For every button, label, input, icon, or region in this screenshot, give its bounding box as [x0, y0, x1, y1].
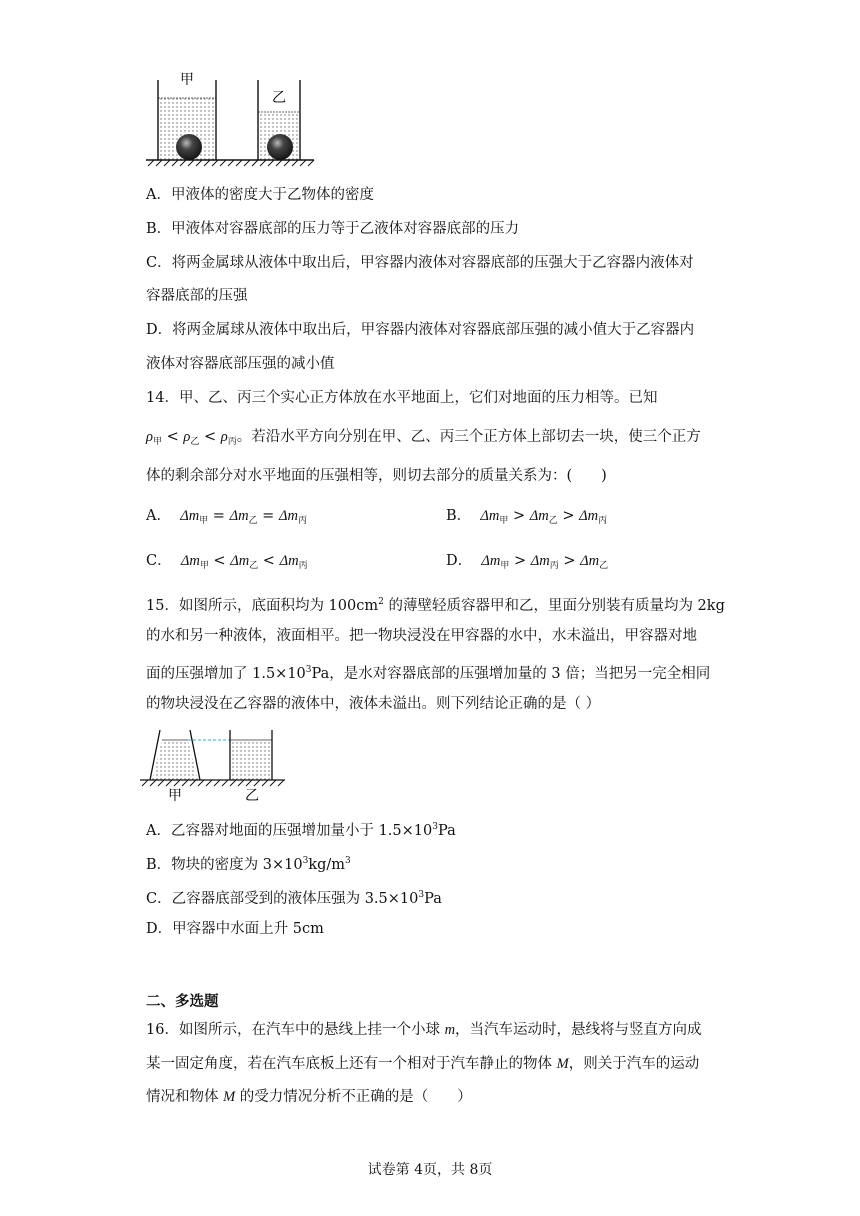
- q14-stem-line2: [146, 427, 701, 452]
- option-label: A．: [146, 508, 171, 524]
- sub-bing: 丙: [549, 561, 559, 571]
- q14-stem-line3: 体的剩余部分对水平地面的压强相等，则切去部分的质量关系为：( ): [146, 468, 607, 484]
- text: Pa: [437, 823, 456, 839]
- text: 面的压强增加了 1.5×10: [146, 666, 306, 682]
- var-m: m: [444, 1022, 456, 1038]
- q14-option-a: [146, 506, 307, 531]
- fig2-label-yi: 乙: [245, 788, 259, 804]
- q13-option-b: B．甲液体对容器底部的压力等于乙液体对容器底部的压力: [146, 221, 520, 237]
- q16-stem-line1: [146, 1020, 702, 1040]
- sub-jia: 甲: [199, 516, 209, 526]
- text: Pa: [424, 891, 442, 907]
- sub-yi: 乙: [249, 561, 259, 571]
- text: 16．如图所示，在汽车中的悬线上挂一个小球: [146, 1022, 445, 1038]
- text: Pa，是水对容器底部的压强增加量的 3 倍；当把另一完全相同: [311, 666, 711, 682]
- var-M: M: [223, 1089, 236, 1105]
- fig2-label-jia: 甲: [168, 788, 182, 804]
- rho: ρ: [146, 429, 153, 445]
- q15-stem-line1: [146, 592, 725, 616]
- delta-m: Δm: [530, 553, 550, 569]
- q13-option-c-line2: 容器底部的压强: [146, 288, 248, 304]
- q13-option-a: A．甲液体的密度大于乙物体的密度: [146, 187, 374, 203]
- text: 的薄壁轻质容器甲和乙，里面分别装有质量均为 2kg: [383, 598, 725, 614]
- q14-option-c: [146, 551, 308, 576]
- delta-m: Δm: [480, 508, 500, 524]
- q14-stem-line2-tail: 。若沿水平方向分别在甲、乙、丙三个正方体上部切去一块，使三个正方: [236, 429, 701, 445]
- q15-option-d: D．甲容器中水面上升 5cm: [146, 921, 324, 937]
- q14-stem-line1: 14．甲、乙、丙三个实心正方体放在水平地面上，它们对地面的压力相等。已知: [146, 390, 658, 406]
- superscript: 2: [378, 597, 384, 607]
- q13-option-d-line2: 液体对容器底部压强的减小值: [146, 356, 335, 372]
- sub-jia: 甲: [152, 437, 162, 447]
- var-M: M: [556, 1056, 569, 1072]
- delta-m: Δm: [180, 553, 200, 569]
- gt: >: [509, 553, 531, 569]
- fig1-label-jia: 甲: [180, 72, 194, 88]
- fig1-label-yi: 乙: [272, 90, 286, 106]
- q15-stem-line4: 的物块浸没在乙容器的液体中，液体未溢出。则下列结论正确的是（ ）: [146, 696, 601, 712]
- gt: >: [557, 508, 580, 524]
- option-label: B．: [446, 508, 472, 524]
- figure-trapezoid-and-box-containers: [140, 730, 290, 805]
- option-label: D．: [446, 553, 473, 569]
- text: 15．如图所示，底面积均为 100cm: [146, 598, 379, 614]
- lt: <: [208, 553, 231, 569]
- delta-m: Δm: [229, 508, 249, 524]
- superscript: 3: [418, 890, 425, 900]
- page-footer: 试卷第 4页，共 8页: [367, 1162, 493, 1178]
- lt: <: [258, 553, 280, 569]
- q13-option-d-line1: D．将两金属球从液体中取出后，甲容器内液体对容器底部压强的减小值大于乙容器内: [146, 322, 695, 338]
- sub-bing: 丙: [297, 516, 307, 526]
- text: A．乙容器对地面的压强增加量小于 1.5×10: [146, 823, 433, 839]
- eq: =: [257, 508, 279, 524]
- delta-m: Δm: [278, 508, 298, 524]
- text: 某一固定角度，若在汽车底板上还有一个相对于汽车静止的物体: [146, 1056, 557, 1072]
- q16-stem-line2: [146, 1054, 699, 1074]
- delta-m: Δm: [579, 508, 599, 524]
- sub-yi: 乙: [190, 437, 200, 447]
- superscript: 3: [432, 822, 438, 832]
- delta-m: Δm: [529, 508, 549, 524]
- text: ，当汽车运动时，悬线将与竖直方向成: [455, 1022, 702, 1038]
- text: 情况和物体: [146, 1089, 224, 1105]
- q15-option-a: [146, 817, 456, 841]
- eq: =: [208, 508, 230, 524]
- text: C．乙容器底部受到的液体压强为 3.5×10: [146, 891, 419, 907]
- sub-yi: 乙: [548, 516, 558, 526]
- lt: <: [161, 429, 184, 445]
- delta-m: Δm: [180, 508, 200, 524]
- sub-jia: 甲: [199, 561, 209, 571]
- sub-jia: 甲: [499, 516, 509, 526]
- section-title: 二、多选题: [146, 993, 219, 1010]
- gt: >: [558, 553, 581, 569]
- text: kg/m: [308, 857, 346, 873]
- figure-containers-with-balls: [140, 70, 320, 170]
- gt: >: [508, 508, 530, 524]
- delta-m: Δm: [580, 553, 600, 569]
- q15-stem-line2: 的水和另一种液体，液面相平。把一物块浸没在甲容器的水中，水未溢出，甲容器对地: [146, 628, 697, 644]
- text: 的受力情况分析不正确的是（ ）: [235, 1089, 472, 1105]
- sub-yi: 乙: [599, 561, 609, 571]
- text: ，则关于汽车的运动: [568, 1056, 700, 1072]
- q16-stem-line3: [146, 1087, 472, 1107]
- superscript: 3: [302, 856, 309, 866]
- delta-m: Δm: [481, 553, 501, 569]
- q13-option-c-line1: C．将两金属球从液体中取出后，甲容器内液体对容器底部的压强大于乙容器内液体对: [146, 255, 694, 271]
- q15-option-c: [146, 885, 442, 909]
- sub-bing: 丙: [298, 561, 308, 571]
- text: B．物块的密度为 3×10: [146, 857, 303, 873]
- sub-bing: 丙: [598, 516, 608, 526]
- rho: ρ: [183, 429, 191, 445]
- delta-m: Δm: [230, 553, 250, 569]
- sub-yi: 乙: [248, 516, 258, 526]
- superscript: 3: [305, 665, 312, 675]
- lt: <: [199, 429, 221, 445]
- rho: ρ: [220, 429, 228, 445]
- q14-option-d: [446, 551, 608, 576]
- q15-stem-line3: [146, 660, 710, 684]
- superscript: 3: [345, 856, 351, 866]
- sub-jia: 甲: [500, 561, 510, 571]
- q15-option-b: [146, 851, 351, 875]
- sub-bing: 丙: [227, 437, 237, 447]
- q14-option-b: [446, 506, 607, 531]
- option-label: C．: [146, 553, 172, 569]
- delta-m: Δm: [279, 553, 299, 569]
